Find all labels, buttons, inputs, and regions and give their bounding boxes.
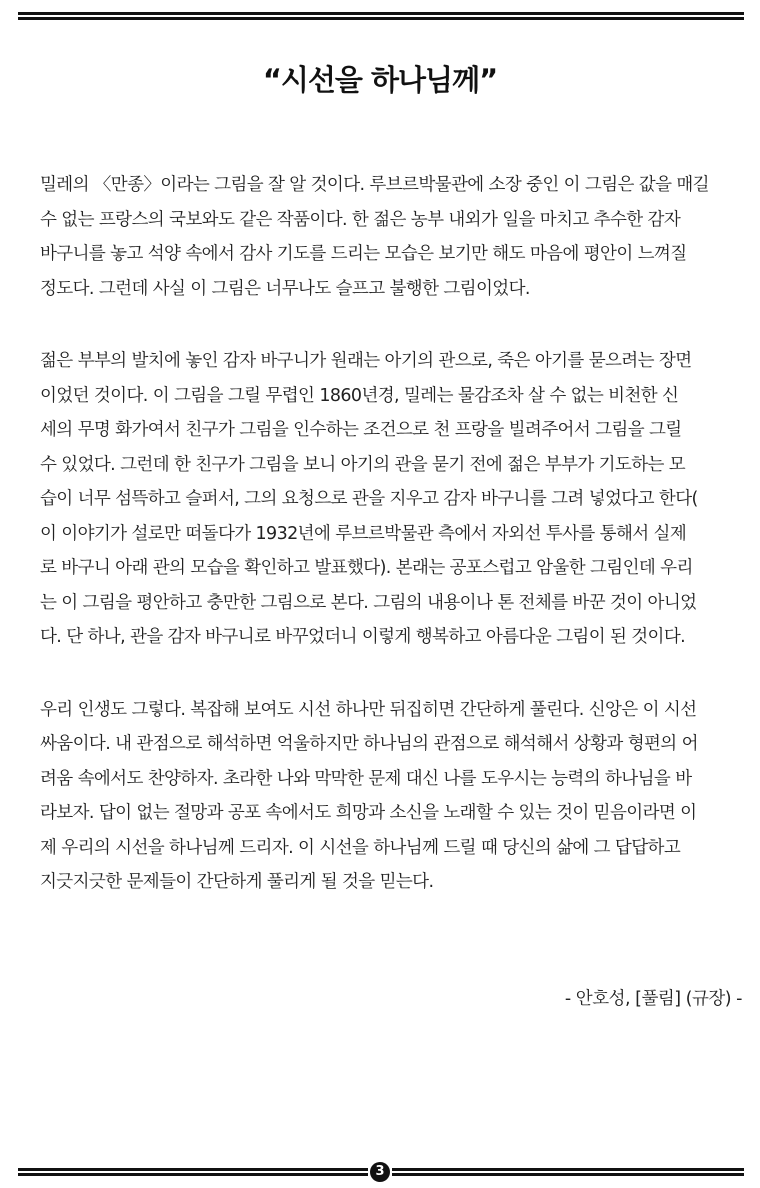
text-line: 젊은 부부의 발치에 놓인 감자 바구니가 원래는 아기의 관으로, 죽은 아기를 묻으려는 장면 bbox=[40, 351, 692, 371]
page-title: “시선을 하나님께” bbox=[262, 63, 498, 97]
text-line: 습이 너무 섬뜩하고 슬퍼서, 그의 요청으로 관을 지우고 감자 바구니를 그려 넣었다고 한다( bbox=[40, 489, 698, 509]
text-line: 바구니를 놓고 석양 속에서 감사 기도를 드리는 모습은 보기만 해도 마음에 평안이 느껴질 bbox=[40, 244, 687, 264]
paragraph-1 bbox=[40, 168, 730, 306]
text-line: 라보자. 답이 없는 절망과 공포 속에서도 희망과 소신을 노래할 수 있는 것이 믿음이라면 이 bbox=[40, 803, 697, 823]
text-line: 는 이 그림을 평안하고 충만한 그림으로 본다. 그림의 내용이나 톤 전체를 바꾼 것이 아니었 bbox=[40, 592, 697, 613]
text-line: 제 우리의 시선을 하나님께 드리자. 이 시선을 하나님께 드릴 때 당신의 삶에 그 답답하고 bbox=[40, 837, 681, 858]
text-line: 수 있었다. 그런데 한 친구가 그림을 보니 아기의 관을 묻기 전에 젊은 부부가 기도하는 모 bbox=[40, 454, 686, 475]
text-line: 세의 무명 화가여서 친구가 그림을 인수하는 조건으로 천 프랑을 빌려주어서 그림을 그릴 bbox=[40, 420, 682, 440]
paragraph-3 bbox=[40, 693, 730, 900]
text-line: 싸움이다. 내 관점으로 해석하면 억울하지만 하나님의 관점으로 해석해서 상황과 형편의 어 bbox=[40, 734, 698, 754]
text-line: 이 이야기가 설로만 떠돌다가 1932년에 루브르박물관 측에서 자외선 투사를 통해서 실제 bbox=[40, 523, 687, 544]
text-line: 정도다. 그런데 사실 이 그림은 너무나도 슬프고 불행한 그림이었다. bbox=[40, 278, 530, 299]
text-line: 밀레의 〈만종〉이라는 그림을 잘 알 것이다. 루브르박물관에 소장 중인 이 그림은 값을 매길 bbox=[40, 175, 709, 195]
text-line: 우리 인생도 그렇다. 복잡해 보여도 시선 하나만 뒤집히면 간단하게 풀린다. 신앙은 이 시선 bbox=[40, 699, 697, 720]
paragraph-2 bbox=[40, 344, 730, 655]
text-line: 이었던 것이다. 이 그림을 그릴 무렵인 1860년경, 밀레는 물감조차 살 수 없는 비천한 신 bbox=[40, 385, 679, 406]
article-body bbox=[40, 168, 730, 938]
text-line: 로 바구니 아래 관의 모습을 확인하고 발표했다). 본래는 공포스럽고 암울한 그림인데 우리 bbox=[40, 558, 693, 578]
text-line: 다. 단 하나, 관을 감자 바구니로 바꾸었더니 이렇게 행복하고 아름다운 그림이 된 것이다. bbox=[40, 627, 686, 647]
source-citation: - 안호성, [풀림] (규장) - bbox=[564, 989, 742, 1009]
text-line: 지긋지긋한 문제들이 간단하게 풀리게 될 것을 믿는다. bbox=[40, 872, 434, 892]
text-line: 려움 속에서도 찬양하자. 초라한 나와 막막한 문제 대신 나를 도우시는 능력의 하나님을 바 bbox=[40, 768, 692, 789]
top-divider bbox=[18, 12, 744, 20]
page-number-badge: 3 bbox=[370, 1162, 390, 1182]
bottom-divider-right bbox=[392, 1168, 744, 1176]
text-line: 수 없는 프랑스의 국보와도 같은 작품이다. 한 젊은 농부 내외가 일을 마치고 추수한 감자 bbox=[40, 209, 681, 230]
bottom-divider-left bbox=[18, 1168, 368, 1176]
